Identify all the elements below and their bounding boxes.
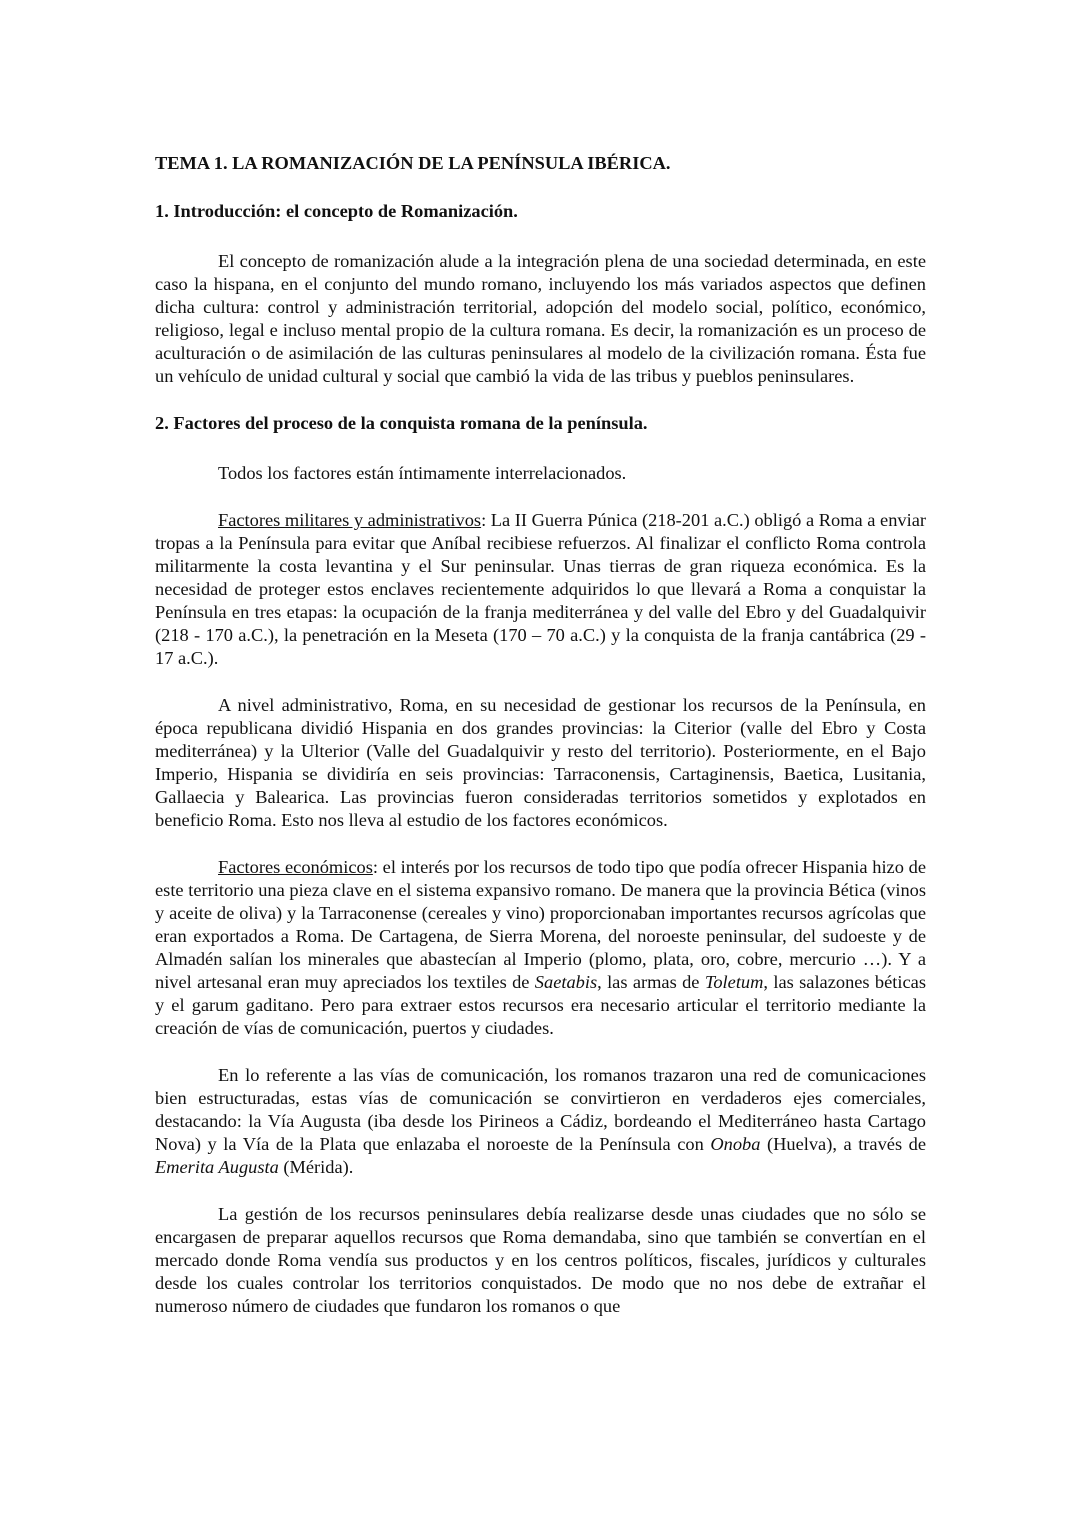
text-run: En lo referente a las vías de comunicación, los romanos trazaron una red de comunicaciones bien estructuradas, estas vías de comunicación se convirtieron en verdaderos ejes comerciales, destacando: la Vía Augusta (iba desde los Pirineos a Cádiz, bordeando el Mediterráneo hasta Cartago Nova) y la Vía de la Plata que enlazaba el noroeste de la Península con — [155, 1065, 926, 1154]
paragraph — [155, 694, 926, 832]
italic-term: Toletum — [704, 972, 764, 992]
document-body — [155, 200, 926, 1318]
text-run: (Huelva), a través de — [760, 1134, 927, 1154]
paragraph — [155, 509, 926, 670]
text-run: Todos los factores están íntimamente interrelacionados. — [218, 463, 627, 483]
paragraph — [155, 250, 926, 388]
paragraph — [155, 856, 926, 1040]
italic-term: Emerita Augusta — [155, 1157, 279, 1177]
text-run: : el interés por los recursos de todo tipo que podía ofrecer Hispania hizo de este territorio una pieza clave en el sistema expansivo romano. De manera que la provincia Bética (vinos y aceite de oliva) y la Tarraconense (cereales y vino) proporcionaban importantes recursos agrícolas que eran exportados a Roma. De Cartagena, de Sierra Morena, del noroeste peninsular, del sudoeste y de Almadén salían los minerales que abastecían al Imperio (plomo, plata, oro, cobre, mercurio …). Y a nivel artesanal eran muy apreciados los textiles de — [155, 857, 926, 992]
paragraph — [155, 1064, 926, 1179]
text-run: , las armas de — [597, 972, 705, 992]
text-run: , las salazones béticas y el garum gaditano. Pero para extraer estos recursos era necesario articular el territorio mediante la creación de vías de comunicación, puertos y ciudades. — [155, 972, 926, 1038]
italic-term: Saetabis — [534, 972, 598, 992]
text-run: El concepto de romanización alude a la integración plena de una sociedad determinada, en este caso la hispana, en el conjunto del mundo romano, incluyendo los más variados aspectos que definen dicha cultura: control y administración territorial, adopción del modelo social, político, económico, religioso, legal e incluso mental propio de la cultura romana. Es decir, la romanización es un proceso de aculturación o de asimilación de las culturas peninsulares al modelo de la civilización romana. Ésta fue un vehículo de unidad cultural y social que cambió la vida de las tribus y pueblos peninsulares. — [155, 251, 926, 386]
underlined-subheading: Factores económicos — [218, 857, 373, 877]
document-page — [155, 152, 926, 1342]
text-run: A nivel administrativo, Roma, en su necesidad de gestionar los recursos de la Península, en época republicana dividió Hispania en dos grandes provincias: la Citerior (valle del Ebro y Costa mediterránea) y la Ulterior (Valle del Guadalquivir y resto del territorio). Posteriormente, en el Bajo Imperio, Hispania se dividiría en seis provincias: Tarraconensis, Cartaginensis, Baetica, Lusitania, Gallaecia y Balearica. Las provincias fueron consideradas territorios sometidos y explotados en beneficio Roma. Esto nos lleva al estudio de los factores económicos. — [155, 695, 926, 830]
underlined-subheading: Factores militares y administrativos — [218, 510, 482, 530]
text-run: : La II Guerra Púnica (218-201 a.C.) obligó a Roma a enviar tropas a la Península para evitar que Aníbal recibiese refuerzos. Al finalizar el conflicto Roma controla militarmente la costa levantina y el Sur peninsular. Unas tierras de gran riqueza económica. Es la necesidad de proteger estos enclaves recientemente adquiridos lo que llevará a Roma a conquistar la Península en tres etapas: la ocupación de la franja mediterránea y del valle del Ebro y del Guadalquivir (218 - 170 a.C.), la penetración en la Meseta (170 – 70 a.C.) y la conquista de la franja cantábrica (29 - 17 a.C.). — [155, 510, 926, 668]
paragraph — [155, 462, 926, 485]
italic-term: Onoba — [710, 1134, 761, 1154]
text-run: La gestión de los recursos peninsulares debía realizarse desde unas ciudades que no sólo se encargasen de preparar aquellos recursos que Roma demandaba, sino que también se convertían en el mercado donde Roma vendía sus productos y en los centros políticos, fiscales, jurídicos y culturales desde los cuales controlar los territorios conquistados. De modo que no nos debe de extrañar el numeroso número de ciudades que fundaron los romanos o que — [155, 1204, 926, 1316]
document-title: TEMA 1. LA ROMANIZACIÓN DE LA PENÍNSULA IBÉRICA. — [155, 153, 671, 173]
paragraph — [155, 1203, 926, 1318]
text-run: (Mérida). — [278, 1157, 354, 1177]
section-heading: 2. Factores del proceso de la conquista romana de la península. — [155, 413, 648, 433]
section-heading: 1. Introducción: el concepto de Romanización. — [155, 201, 518, 221]
